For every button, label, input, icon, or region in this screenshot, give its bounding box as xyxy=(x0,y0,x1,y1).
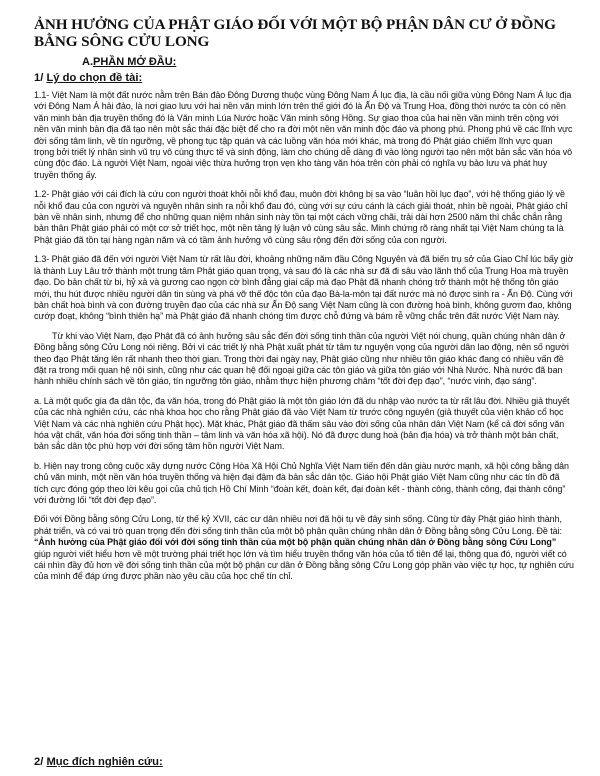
paragraph-intro: Từ khi vào Việt Nam, đạo Phật đã có ảnh hưởng sâu sắc đến đời sống tinh thần của người Việt nói chung, quần chúng nhân dân ở Đồng bằng sông Cửu Long nói riêng. Bởi vì các triết lý nhà Phật xuất phát từ tâm tư nguyện vọng của người dân lao động, nên số người theo đạo Phật tăng lên rất nhanh theo thời gian. Trong thời đại ngày nay, Phật giáo cũng như nhiều tôn giáo khác đang có nhiều vấn đề đặt ra trong mối quan hệ nội sinh, cũng như các quan hệ đối ngoại giữa các tôn giáo và giữa tôn giáo với Nhà Nước. Nhà nước đã ban hành nhiều chính sách về tôn giáo, tín ngưỡng tôn giáo, nhằm thực hiện phương châm “tốt đời đẹp đạo”, “nước vinh, đạo sáng”. xyxy=(34,330,569,387)
paragraph-1-2: 1.2- Phật giáo với cái đích là cứu con người thoát khỏi nỗi khổ đau, muôn đời không bị sa vào “luân hồi lục đạo”, với hệ thống giáo lý về nỗi khổ đau của con người và nguyên nhân sinh ra nỗi khổ đau đó, cùng với sự cứu cánh là cách giải thoát, nhìn bề ngoài, Phật giáo chỉ bàn về nhân sinh, nhưng để cho những quan niệm nhân sinh này tồn tại một cách vững chãi, trải dài hơn 2500 năm thì chắc chắn rằng bản thân Phật giáo phải có một cơ sở triết học, một nền tảng lý luận vô cùng sâu sắc. Minh chứng rõ ràng nhất tại Việt Nam chúng ta là Phật giáo đã tồn tại hàng ngàn năm và có tầm ảnh hưởng vô cùng sâu rộng đến đời sống của con người. xyxy=(34,189,568,245)
document-title: ẢNH HƯỞNG CỦA PHẬT GIÁO ĐỐI VỚI MỘT BỘ PHẬN DÂN CƯ Ở ĐỒNG BẰNG SÔNG CỬU LONG xyxy=(34,16,556,50)
paragraph-topic xyxy=(34,514,574,582)
part-a-prefix: A. xyxy=(82,56,93,68)
topic-intro-text: Đối với Đồng bằng sông Cửu Long, từ thế kỷ XVII, các cư dân nhiều nơi đã hội tụ về đây sinh sống. Cũng từ đây Phật giáo hình thành, phát triển, và có vai trò quan trọng đến đời sống tinh thần của một bộ phận quần chúng nhân dân ở Đồng bằng sông Cửu Long. Đề tài: xyxy=(34,514,562,536)
topic-rest-text: giúp người viết hiểu hơn về một trường phái triết học lớn và tìm hiểu truyền thống văn hóa của tổ tiên để lại, thông qua đó, người viết có cái nhìn đầy đủ hơn về đời sống tinh thần của một bộ phận cư dân ở Đồng bằng sông Cửu Long góp phần vào việc tự học, tự nghiên cứu của mình để đáp ứng được phần nào yêu cầu của học chế tín chỉ. xyxy=(34,548,574,582)
section-2-prefix: 2/ xyxy=(34,756,47,768)
section-2-heading xyxy=(34,756,163,768)
paragraph-1-1: 1.1- Việt Nam là một đất nước nằm trên Bán đảo Đông Dương thuộc vùng Đông Nam Á lục địa, là cầu nối giữa vùng Đông Nam Á lục địa với Đông Nam Á hải đảo, là nơi giao lưu với hai nền văn minh lớn trên thế giới đó là Ấn Độ và Trung Hoa, đồng thời nước ta còn có nền văn minh bản địa truyền thống đó là Văn minh Lúa Nước hoặc Văn minh sông Hồng. Sự giao thoa của hai nền văn minh trên cộng với nền văn minh bản địa đã tạo nên một sắc thái đặc biệt để cho ra đời một nền văn minh độc đáo và phong phú. Phong phú về các lĩnh vực đời sống tâm linh, về tín ngưỡng, về phong tục tập quán và các luồng văn hóa mới khác, mà trong đó Phật giáo chiếm lĩnh vực quan trọng bởi triết lý nhân sinh vũ trụ vô cùng thực tế và sinh động, làm cho chúng dễ dàng đi vào lòng người tạo nên một bản sắc văn hóa vô cùng độc đáo. Là người Việt Nam, ngoài việc thừa hưởng trọn vẹn kho tàng văn hóa trên còn phải có nghĩa vụ bảo lưu và phát huy truyền thống ấy. xyxy=(34,90,573,180)
section-1-prefix: 1/ xyxy=(34,72,47,84)
section-1-heading xyxy=(34,72,574,84)
part-a-label: PHẦN MỞ ĐẦU: xyxy=(93,56,177,68)
paragraph-b: b. Hiện nay trong công cuộc xây dựng nước Cộng Hòa Xã Hội Chủ Nghĩa Việt Nam tiến đến dân giàu nước mạnh, xã hội công bằng dân chủ văn minh, một nền văn hóa truyền thống và hiện đại đậm đà bản sắc dân tộc. Giáo hội Phật giáo Việt Nam cũng như các tín đồ đã tích cực đóng góp theo lời kêu gọi của chủ tịch Hồ Chí Minh “đoàn kết, đoàn kết, đại đoàn kết - thành công, thành công, đại thành công” với đường lối “tốt đời đẹp đạo”. xyxy=(34,460,569,505)
section-1-label: Lý do chọn đề tài: xyxy=(46,72,143,84)
paragraph-a: a. Là một quốc gia đa dân tộc, đa văn hóa, trong đó Phật giáo là một tôn giáo lớn đã du nhập vào nước ta từ rất lâu đời. Nhiều giả thuyết của các nhà nghiên cứu, các nhà khoa học cho rằng Phật giáo đã vào Việt Nam từ trước công nguyên (giả thuyết của viện khảo cổ học Việt Nam và các nhà nghiên cứu Phật học). Mặt khác, Phật giáo đã thấm sâu vào đời sống của nhân dân Việt Nam (kể cả đời sống văn hóa vật chất, văn hóa đời sống tinh thần – tâm linh và văn hóa xã hội). Nó đã được dung hoà (bản địa hóa) và trở thành một bản chất, bản sắc dân tộc phù hợp với đời sống tâm hồn người Việt Nam. xyxy=(34,395,570,452)
topic-title-bold: “Ảnh hưởng của Phật giáo đối với đời sống tinh thần của một bộ phận quần chúng nhân dân ở Đồng bằng sông Cửu Long” xyxy=(34,537,557,548)
part-a-heading xyxy=(82,56,574,68)
paragraph-1-3: 1.3- Phật giáo đã đến với người Việt Nam từ rất lâu đời, khoảng những năm đầu Công Nguyên và đã biến trụ sở của Giao Chỉ lúc bấy giờ là thành Luy Lâu trở thành một trung tâm Phật giáo quan trọng, và sau đó là các nhà sư đã đi sâu vào lãnh thổ của Trung Hoa mà truyền đạo. Do bản chất từ bi, hỷ xả và gương cao ngọn cờ bình đẳng giai cấp mà đạo Phật đã nhanh chóng trở thành một hệ thống tôn giáo mới, thu hút được nhiều người dân tin sùng và phá vỡ thế độc tôn của đạo Bà-la-môn tại đất nước mà nó được sinh ra - Ấn Độ. Cùng với bản chất hoà bình và con đường truyền đạo của các nhà sư Ấn Độ sang Việt Nam cũng là con đường hoà bình, không gươm đao, không cướp đoạt, không “bình thiên hạ” mà Phật giáo đã nhanh chóng tìm được chỗ đứng và bám rễ vững chắc trên đất nước Việt Nam này. xyxy=(34,254,574,322)
section-2-label: Mục đích nghiên cứu: xyxy=(46,756,163,768)
